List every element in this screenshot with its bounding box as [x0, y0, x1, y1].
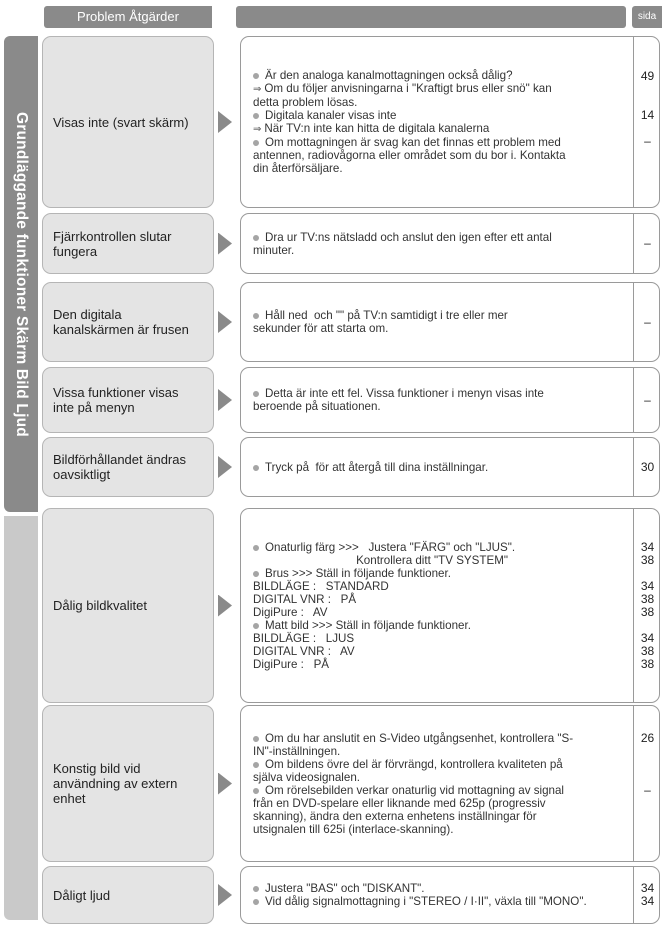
header-fixes-label: Åtgärder [129, 9, 179, 24]
fix-line: DIGITAL VNR : PÅ [253, 592, 357, 606]
fix-line: din återförsäljare. [253, 162, 343, 175]
arrow-right-icon [218, 773, 232, 795]
arrow-right-icon [218, 595, 232, 617]
problem-text: Fjärrkontrollen slutar fungera [53, 228, 172, 259]
fix-cell [240, 508, 660, 703]
fix-line: DigiPure : AV [253, 605, 328, 619]
problem-cell [42, 213, 214, 274]
page-ref: 34 [640, 578, 655, 593]
fix-line: antennen, radiovågorna eller området som du bor i. Kontakta [253, 149, 566, 162]
page-ref: 34 [640, 881, 655, 895]
fix-cell [240, 367, 660, 433]
table-row [38, 36, 662, 208]
page-ref: 38 [640, 604, 655, 619]
fix-line: IN"-inställningen. [253, 744, 341, 758]
fix-line: ⇒ När TV:n inte kan hitta de digitala kanalerna [253, 122, 625, 136]
fix-body [241, 509, 633, 702]
fix-cell [240, 437, 660, 497]
fix-line: DigiPure : PÅ [253, 657, 330, 671]
problem-text: Den digitala kanalskärmen är frusen [53, 307, 189, 337]
fix-body [241, 867, 633, 923]
problem-cell [42, 437, 214, 497]
page-ref [634, 745, 661, 758]
fix-line: Dra ur TV:ns nätsladd och anslut den igen efter ett antal [253, 231, 625, 244]
table-row [38, 866, 662, 924]
fix-line: ⇒ Om du följer anvisningarna i "Kraftigt brus eller snö" kan [253, 82, 625, 96]
fix-line: Digitala kanaler visas inte [253, 109, 625, 122]
fix-line: BILDLÄGE : LJUS [253, 631, 355, 645]
page-ref [634, 823, 661, 836]
fix-line: Kontrollera ditt "TV SYSTEM" [253, 553, 508, 567]
page-ref: 34 [640, 894, 655, 908]
side-bar-extended [4, 516, 38, 920]
fix-line: DIGITAL VNR : AV [253, 644, 355, 658]
table-row [38, 705, 662, 862]
page-ref [634, 161, 661, 174]
page-ref [634, 619, 661, 632]
fix-line: beroende på situationen. [253, 400, 381, 413]
fix-line: sekunder för att starta om. [253, 322, 389, 335]
page-ref: 38 [640, 656, 655, 671]
fix-body [241, 368, 633, 432]
fix-line: Tryck på för att återgå till dina inställningar. [253, 461, 625, 474]
arrow-right-icon [218, 111, 232, 133]
fix-line: Onaturlig färg >>> Justera "FÄRG" och "LJUS". [253, 541, 625, 554]
fix-line: Om mottagningen är svag kan det finnas ett problem med [253, 136, 625, 149]
page-ref-column [634, 867, 661, 923]
table-row [38, 437, 662, 497]
fix-body [241, 706, 633, 861]
page-ref-column [634, 368, 661, 432]
problem-cell [42, 866, 214, 924]
fix-cell [240, 213, 660, 274]
fix-cell [240, 705, 660, 862]
page-ref: 49 [640, 69, 655, 83]
fix-line: Är den analoga kanalmottagningen också dålig? [253, 69, 625, 82]
fix-line: BILDLÄGE : STANDARD [253, 579, 389, 593]
page-ref: 34 [640, 539, 655, 554]
table-row [38, 367, 662, 433]
problem-text: Visas inte (svart skärm) [53, 114, 189, 130]
page-ref [634, 771, 661, 784]
page-ref: – [644, 782, 651, 797]
fix-line: Om du har anslutit en S-Video utgångsenhet, kontrollera "S- [253, 732, 625, 745]
fix-line: från en DVD-spelare eller liknande med 625p (progressiv [253, 796, 546, 810]
page-ref: 38 [640, 591, 655, 606]
header-problem-label: Problem [77, 9, 126, 24]
problem-cell [42, 367, 214, 433]
problem-cell [42, 282, 214, 362]
arrow-right-icon [218, 311, 232, 333]
fix-line: Om rörelsebilden verkar onaturlig vid mottagning av signal [253, 784, 625, 797]
page-ref-column [634, 214, 661, 273]
arrow-right-icon [218, 233, 232, 255]
side-label-container [4, 36, 38, 512]
header-page-label: sida [632, 6, 662, 28]
page-ref-column [634, 706, 661, 861]
page-ref: – [644, 134, 651, 148]
page-ref: 30 [640, 459, 655, 474]
problem-text: Vissa funktioner visas inte på menyn [53, 385, 179, 415]
fix-cell [240, 282, 660, 362]
fix-body [241, 283, 633, 361]
header-fix-column [236, 6, 626, 28]
page-ref-column [634, 37, 661, 207]
fix-line: Detta är inte ett fel. Vissa funktioner i menyn visas inte [253, 387, 625, 400]
problem-cell [42, 36, 214, 208]
fix-line: Justera "BAS" och "DISKANT". [253, 882, 625, 895]
page-ref: 38 [640, 643, 655, 658]
header-problem-column [44, 6, 212, 28]
page-ref: – [644, 392, 651, 407]
fix-line: utsignalen till 625i (interlace-skanning). [253, 822, 454, 836]
page-ref [634, 797, 661, 810]
page-ref-column [634, 438, 661, 496]
page-ref: 14 [640, 108, 655, 122]
page-ref: – [644, 314, 651, 329]
fix-line: Brus >>> Ställ in följande funktioner. [253, 567, 625, 580]
fix-body [241, 37, 633, 207]
fix-cell [240, 866, 660, 924]
fix-line: själva videosignalen. [253, 770, 360, 784]
fix-line: detta problem lösas. [253, 96, 358, 109]
page-ref: 34 [640, 630, 655, 645]
page-ref [634, 567, 661, 580]
page-ref: 38 [640, 552, 655, 567]
arrow-right-icon [218, 884, 232, 906]
page-ref-column [634, 509, 661, 702]
fix-line: minuter. [253, 243, 295, 257]
table-row [38, 282, 662, 362]
fix-body [241, 214, 633, 273]
page-ref: – [644, 236, 651, 250]
arrow-right-icon [218, 389, 232, 411]
problem-text: Dålig bildkvalitet [53, 598, 147, 613]
arrow-right-icon [218, 456, 232, 478]
problem-cell [42, 508, 214, 703]
table-row [38, 213, 662, 274]
fix-body [241, 438, 633, 496]
page-ref [634, 810, 661, 823]
fix-line: skanning), ändra den externa enhetens inställningar för [253, 809, 537, 823]
page-ref [634, 758, 661, 771]
page-ref-column [634, 283, 661, 361]
fix-cell [240, 36, 660, 208]
fix-line: Vid dålig signalmottagning i "STEREO / I·II", växla till "MONO". [253, 895, 625, 908]
side-label: Grundläggande funktioner Skärm Bild Ljud [13, 111, 30, 437]
fix-line: Matt bild >>> Ställ in följande funktioner. [253, 619, 625, 632]
problem-cell [42, 705, 214, 862]
fix-line: Om bildens övre del är förvrängd, kontrollera kvaliteten på [253, 758, 625, 771]
table-row [38, 508, 662, 703]
problem-text: Bildförhållandet ändras oavsiktligt [53, 452, 186, 482]
problem-text: Dåligt ljud [53, 887, 111, 903]
problem-text: Konstig bild vid användning av extern enhet [53, 761, 178, 806]
page-ref: 26 [640, 730, 655, 745]
fix-line: Håll ned och "" på TV:n samtidigt i tre eller mer [253, 309, 625, 322]
